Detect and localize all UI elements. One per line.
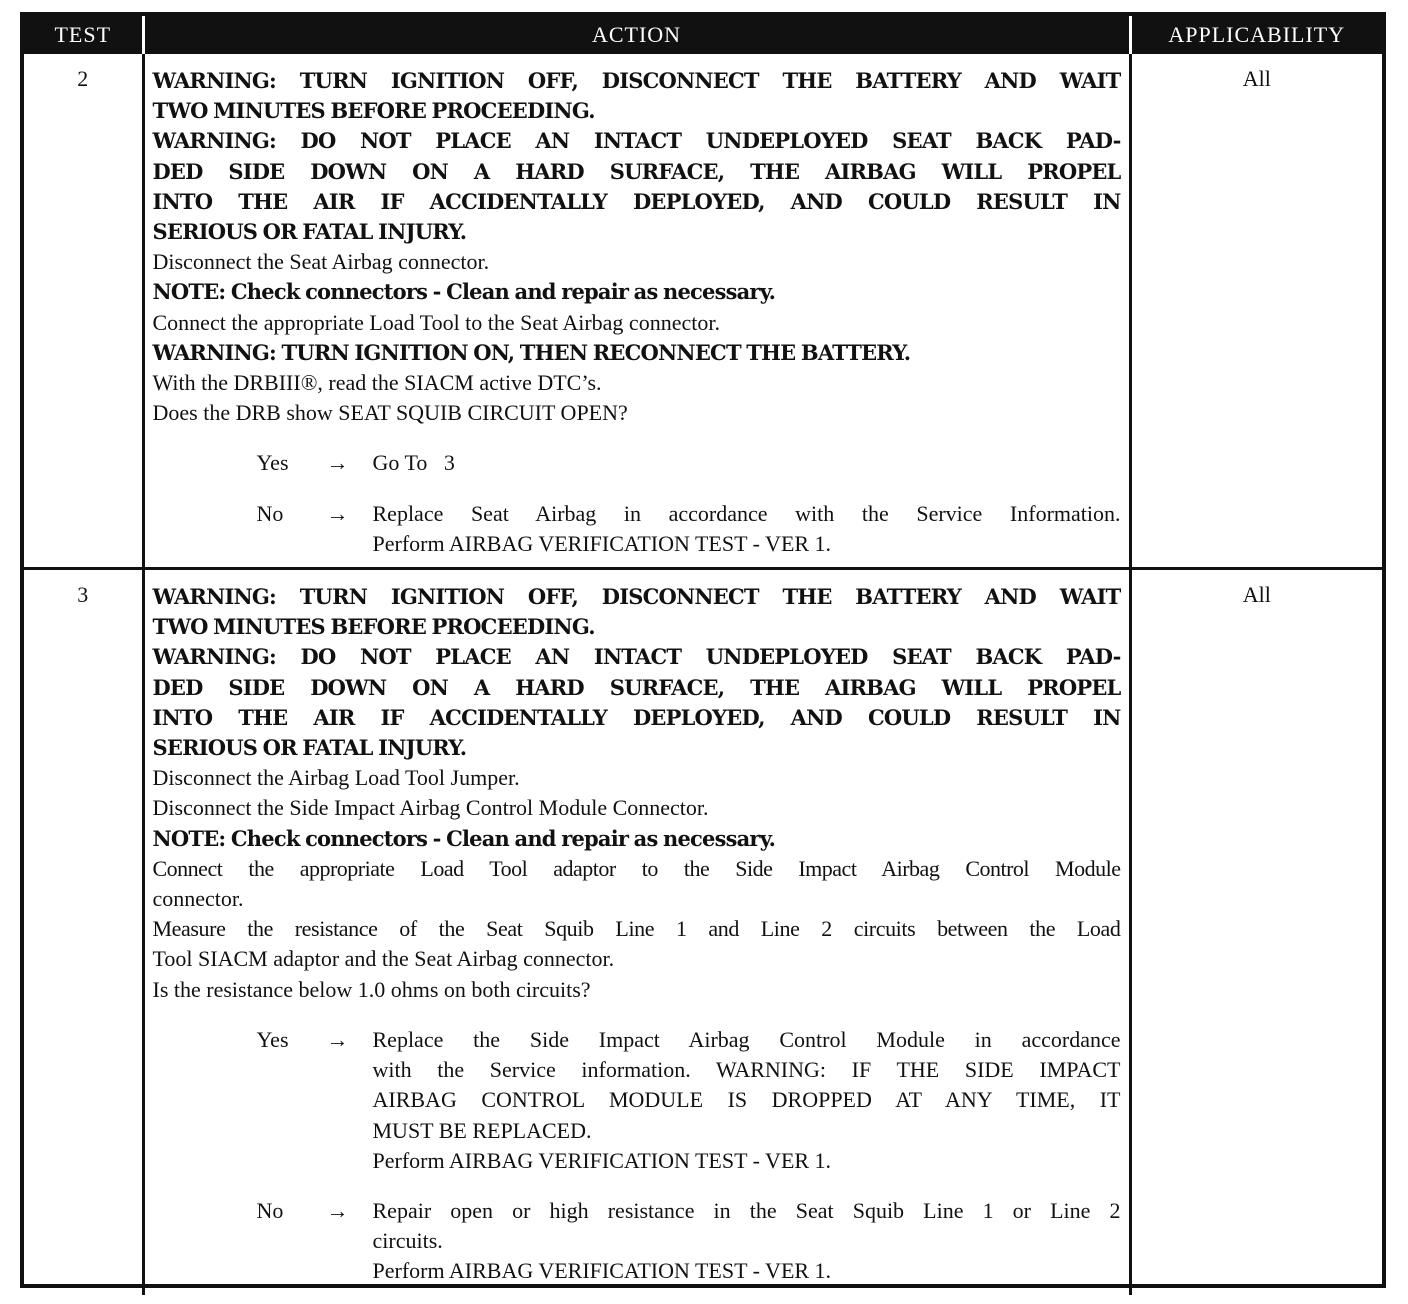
action-content	[145, 570, 1129, 1294]
diagnostic-test-table-frame	[20, 12, 1386, 1288]
table-row-test-3	[24, 569, 1382, 1295]
instruction-line: connector.	[152, 886, 244, 912]
outcome-line: Perform AIRBAG VERIFICATION TEST - VER 1.	[372, 1258, 832, 1284]
warning-line: SERIOUS OR FATAL INJURY.	[152, 219, 467, 245]
header-action: ACTION	[143, 16, 1130, 54]
outcome-no	[153, 499, 1121, 559]
warning-line: WARNING: TURN IGNITION OFF, DISCONNECT THE BATTERY AND WAIT	[152, 584, 1121, 610]
table-row-test-2	[24, 54, 1382, 569]
warning-line: WARNING: DO NOT PLACE AN INTACT UNDEPLOYED SEAT BACK PAD-	[152, 128, 1121, 154]
outcome-line: Repair open or high resistance in the Seat Squib Line 1 or Line 2	[372, 1197, 1121, 1223]
outcome-line: Go To 3	[372, 450, 455, 476]
warning-line: SERIOUS OR FATAL INJURY.	[152, 735, 467, 761]
test-number-cell	[24, 54, 143, 569]
question-line: Is the resistance below 1.0 ohms on both circuits?	[152, 976, 591, 1002]
outcome-line: Perform AIRBAG VERIFICATION TEST - VER 1.	[372, 530, 832, 556]
action-cell	[143, 569, 1130, 1295]
test-number-cell	[24, 569, 143, 1295]
outcome-line: AIRBAG CONTROL MODULE IS DROPPED AT ANY TIME, IT	[372, 1087, 1121, 1113]
warning-line: TWO MINUTES BEFORE PROCEEDING.	[152, 614, 595, 640]
outcome-no-text	[373, 499, 1121, 559]
right-arrow-icon: →	[326, 1026, 349, 1052]
outcome-line: circuits.	[372, 1228, 443, 1254]
outcome-yes	[153, 448, 1121, 478]
test-number: 3	[77, 582, 89, 608]
outcome-yes-text	[373, 448, 1121, 478]
instruction-line: Measure the resistance of the Seat Squib Line 1 and Line 2 circuits between the Load	[152, 916, 1121, 942]
warning-line: WARNING: DO NOT PLACE AN INTACT UNDEPLOYED SEAT BACK PAD-	[152, 644, 1121, 670]
outcome-yes-label: Yes	[256, 1026, 289, 1052]
outcome-no	[153, 1196, 1121, 1287]
note-line: NOTE: Check connectors - Clean and repair as necessary.	[152, 279, 776, 305]
outcome-line: MUST BE REPLACED.	[372, 1117, 592, 1143]
question-line: Does the DRB show SEAT SQUIB CIRCUIT OPEN?	[152, 400, 628, 426]
instruction-line: Disconnect the Airbag Load Tool Jumper.	[152, 765, 520, 791]
outcome-no-label: No	[256, 1197, 284, 1223]
outcomes	[153, 1025, 1121, 1287]
note-line: NOTE: Check connectors - Clean and repair as necessary.	[152, 825, 776, 851]
instruction-line: Connect the appropriate Load Tool to the Seat Airbag connector.	[152, 309, 720, 335]
outcome-line: Replace the Side Impact Airbag Control Module in accordance	[372, 1026, 1121, 1052]
instruction-line: With the DRBIII®, read the SIACM active DTC’s.	[152, 370, 602, 396]
right-arrow-icon: →	[326, 500, 349, 526]
warning-line: INTO THE AIR IF ACCIDENTALLY DEPLOYED, AND COULD RESULT IN	[152, 704, 1121, 730]
right-arrow-icon: →	[326, 1197, 349, 1223]
warning-line: INTO THE AIR IF ACCIDENTALLY DEPLOYED, AND COULD RESULT IN	[152, 188, 1121, 214]
instruction-line: Disconnect the Seat Airbag connector.	[152, 249, 490, 275]
outcome-no-text	[373, 1196, 1121, 1287]
warning-line: DED SIDE DOWN ON A HARD SURFACE, THE AIRBAG WILL PROPEL	[152, 674, 1121, 700]
instruction-line: Tool SIACM adaptor and the Seat Airbag connector.	[152, 946, 615, 972]
outcome-line: Perform AIRBAG VERIFICATION TEST - VER 1.	[372, 1147, 832, 1173]
warning-line: WARNING: TURN IGNITION OFF, DISCONNECT THE BATTERY AND WAIT	[152, 68, 1121, 93]
outcome-yes-label: Yes	[256, 450, 289, 476]
outcome-no-label: No	[256, 500, 284, 526]
applicability-cell	[1130, 569, 1382, 1295]
action-cell	[143, 54, 1130, 569]
outcome-line: Replace Seat Airbag in accordance with the Service Information.	[372, 500, 1121, 526]
table-header-row	[24, 16, 1382, 54]
warning-line: WARNING: TURN IGNITION ON, THEN RECONNECT THE BATTERY.	[152, 339, 911, 365]
applicability-cell	[1130, 54, 1382, 569]
header-applicability: APPLICABILITY	[1130, 16, 1382, 54]
outcomes	[153, 448, 1121, 559]
outcome-yes	[153, 1025, 1121, 1176]
applicability-value: All	[1242, 582, 1271, 608]
instruction-line: Connect the appropriate Load Tool adaptor to the Side Impact Airbag Control Module	[152, 855, 1121, 881]
instruction-line: Disconnect the Side Impact Airbag Control Module Connector.	[152, 795, 709, 821]
warning-line: TWO MINUTES BEFORE PROCEEDING.	[152, 98, 595, 124]
right-arrow-icon: →	[326, 450, 349, 476]
action-content	[145, 54, 1129, 567]
diagnostic-test-table	[24, 16, 1382, 1295]
applicability-value: All	[1242, 66, 1271, 91]
warning-line: DED SIDE DOWN ON A HARD SURFACE, THE AIRBAG WILL PROPEL	[152, 158, 1121, 184]
outcome-line: with the Service information. WARNING: IF THE SIDE IMPACT	[372, 1057, 1121, 1083]
header-test: TEST	[24, 16, 143, 54]
outcome-yes-text	[373, 1025, 1121, 1176]
test-number: 2	[77, 66, 89, 91]
